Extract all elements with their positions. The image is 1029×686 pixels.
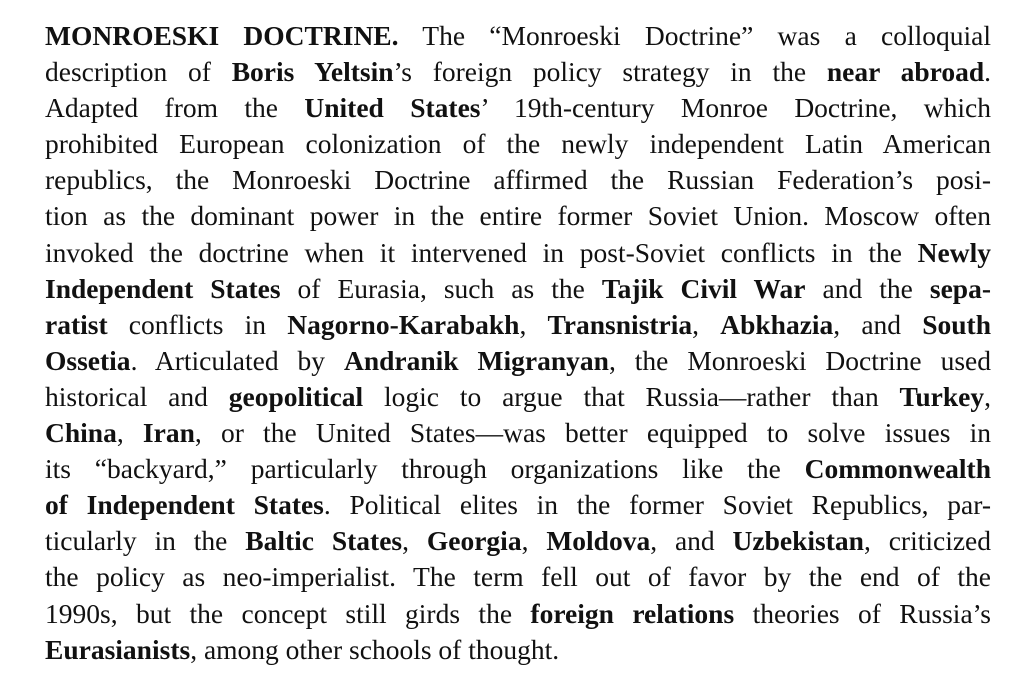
bold-cross-reference: Independent States	[45, 272, 281, 304]
text-run: description of	[45, 56, 232, 88]
bold-cross-reference: Georgia	[426, 525, 522, 557]
text-line	[45, 198, 991, 234]
text-run: , the Monroeski Doctrine used	[608, 344, 991, 376]
text-run: 1990s, but the concept still girds the	[45, 597, 531, 629]
bold-cross-reference: Newly	[917, 236, 991, 268]
text-line	[45, 596, 991, 632]
text-run: of Eurasia, such as the	[280, 272, 602, 304]
bold-cross-reference: Iran	[142, 417, 195, 449]
text-run: ,	[692, 308, 721, 340]
text-run: tion as the dominant power in the entire former Soviet Union. Moscow often	[45, 200, 991, 232]
text-line	[45, 307, 991, 343]
bold-cross-reference: of Independent States	[45, 489, 324, 521]
text-line	[45, 487, 991, 523]
text-run: Adapted from the	[45, 92, 305, 124]
text-run: its “backyard,” particularly through organizations like the	[45, 453, 805, 485]
text-run: republics, the Monroeski Doctrine affirmed the Russian Federation’s posi-	[45, 164, 991, 196]
text-run: . Articulated by	[130, 344, 344, 376]
text-run: ,	[521, 525, 547, 557]
text-line	[45, 632, 991, 668]
text-run: invoked the doctrine when it intervened in post-Soviet conflicts in the	[45, 236, 918, 268]
text-run: . Political elites in the former Soviet Republics, par-	[323, 489, 991, 521]
bold-cross-reference: geopolitical	[228, 380, 364, 412]
text-run: .	[984, 56, 991, 88]
text-run: , and	[833, 308, 923, 340]
text-run: ,	[402, 525, 427, 557]
text-run: conflicts in	[107, 308, 288, 340]
text-run: ’ 19th-century Monroe Doctrine, which	[480, 92, 991, 124]
bold-cross-reference: Tajik Civil War	[601, 272, 806, 304]
bold-cross-reference: Boris Yeltsin	[231, 56, 394, 88]
bold-cross-reference: Commonwealth	[804, 453, 991, 485]
text-line	[45, 559, 991, 595]
bold-cross-reference: Ossetia	[45, 344, 131, 376]
bold-cross-reference: MONROESKI DOCTRINE.	[45, 20, 399, 51]
text-run: and the	[805, 272, 930, 304]
bold-cross-reference: Uzbekistan	[732, 525, 864, 557]
bold-cross-reference: China	[45, 417, 117, 449]
text-line	[45, 451, 991, 487]
text-run: ,	[519, 308, 548, 340]
bold-cross-reference: sepa-	[929, 272, 991, 304]
bold-cross-reference: South	[922, 308, 992, 340]
text-line	[45, 18, 991, 54]
text-line	[45, 90, 991, 126]
text-run: ’s foreign policy strategy in the	[393, 56, 827, 88]
text-line	[45, 523, 991, 559]
text-line	[45, 415, 991, 451]
bold-cross-reference: Turkey	[899, 380, 985, 412]
bold-cross-reference: near abroad	[826, 56, 985, 88]
text-line	[45, 126, 991, 162]
bold-cross-reference: ratist	[45, 308, 108, 340]
bold-cross-reference: Transnistria	[547, 308, 693, 340]
text-line	[45, 271, 991, 307]
text-line	[45, 54, 991, 90]
bold-cross-reference: Eurasianists	[45, 633, 191, 665]
bold-cross-reference: Andranik Migranyan	[343, 344, 609, 376]
text-run: The “Monroeski Doctrine” was a colloquial	[398, 20, 992, 51]
text-run: prohibited European colonization of the newly independent Latin American	[45, 128, 991, 160]
bold-cross-reference: foreign relations	[530, 597, 735, 629]
bold-cross-reference: Baltic States	[245, 525, 403, 557]
text-line	[45, 235, 991, 271]
text-run: , and	[650, 525, 733, 557]
text-run: , criticized	[863, 525, 991, 557]
text-run: logic to argue that Russia—rather than	[363, 380, 900, 412]
text-run: historical and	[45, 380, 229, 412]
text-line	[45, 162, 991, 198]
bold-cross-reference: Nagorno-Karabakh	[287, 308, 520, 340]
text-run: theories of Russia’s	[734, 597, 991, 629]
text-line	[45, 379, 991, 415]
bold-cross-reference: Moldova	[546, 525, 651, 557]
text-line	[45, 343, 991, 379]
text-run: ticularly in the	[45, 525, 246, 557]
text-run: ,	[116, 417, 143, 449]
bold-cross-reference: United States	[304, 92, 481, 124]
text-run: , among other schools of thought.	[190, 633, 560, 665]
text-run: the policy as neo-imperialist. The term fell out of favor by the end of the	[45, 561, 991, 593]
text-run: , or the United States—was better equipped to solve issues in	[194, 417, 991, 449]
bold-cross-reference: Abkhazia	[720, 308, 834, 340]
text-run: ,	[984, 380, 991, 412]
encyclopedia-entry	[45, 18, 991, 668]
